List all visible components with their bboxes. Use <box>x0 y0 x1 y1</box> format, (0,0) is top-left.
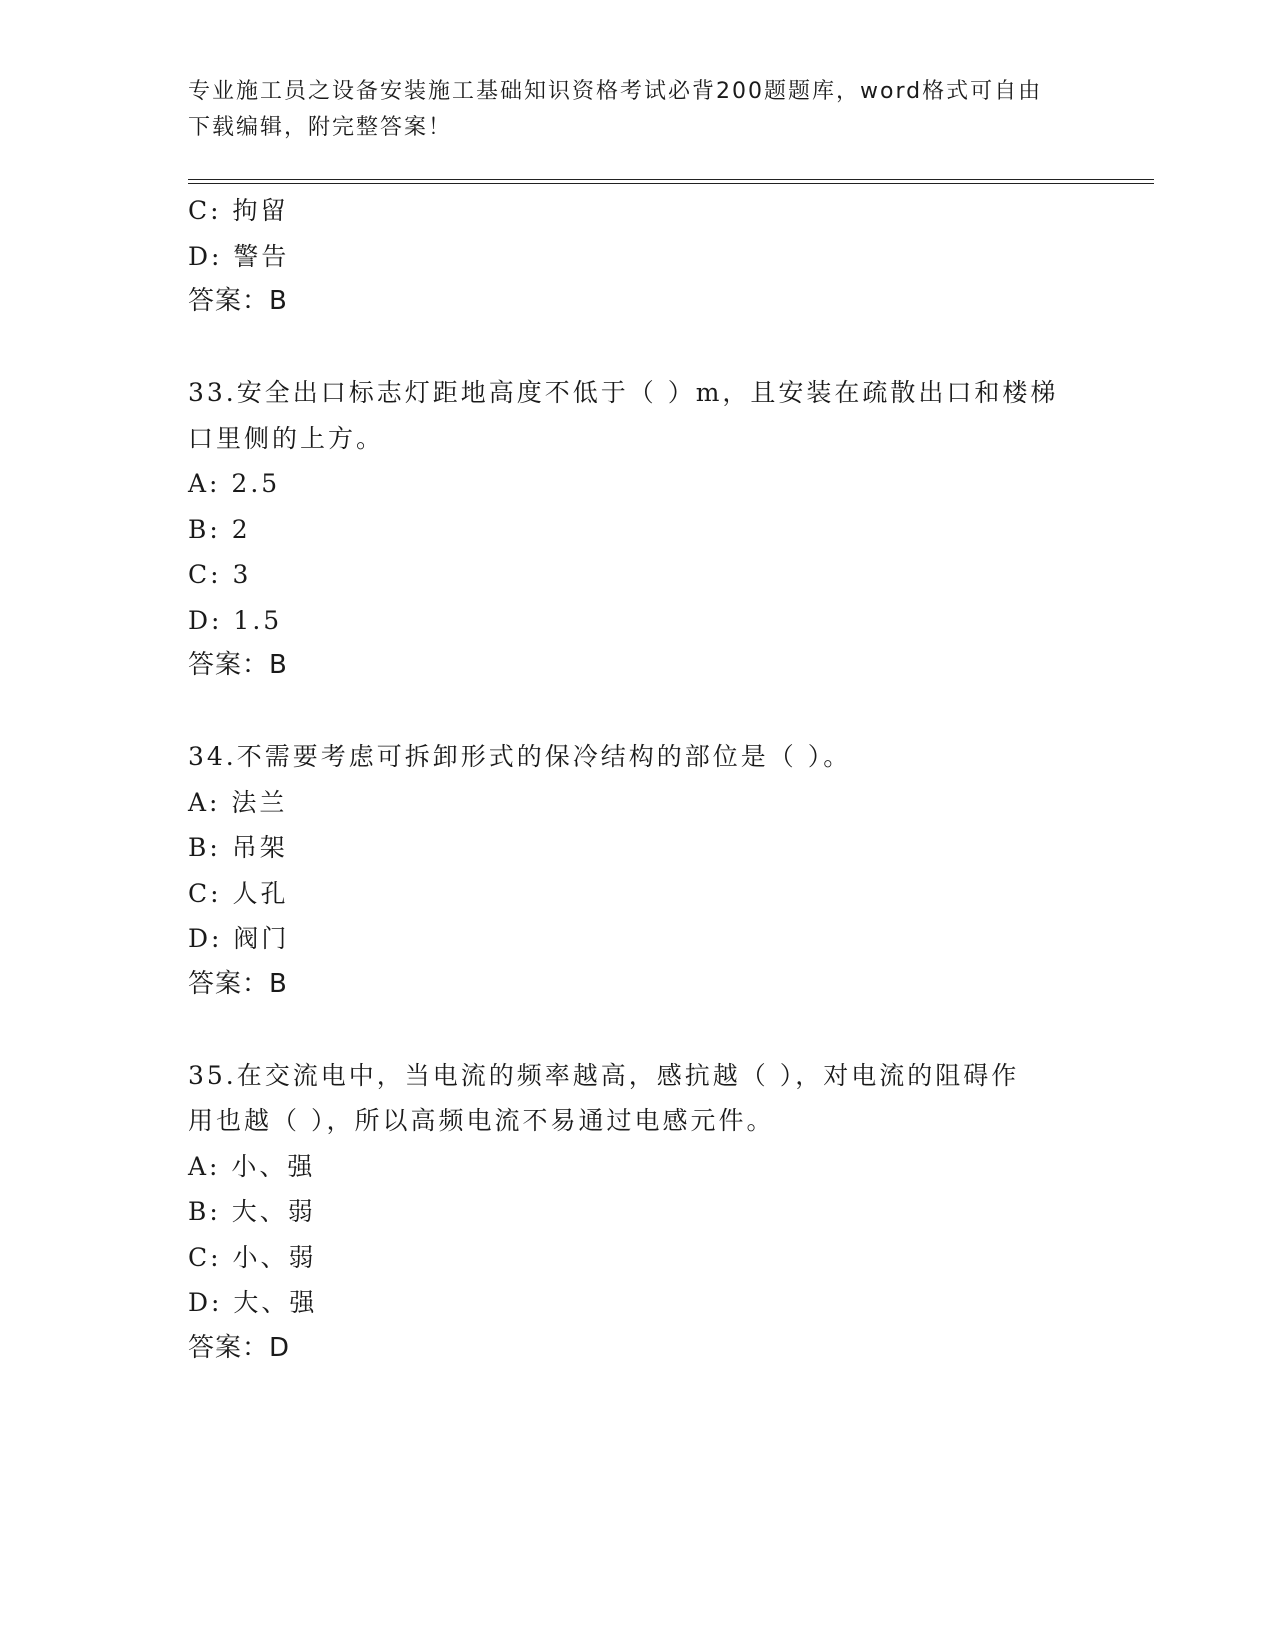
option-c: C: 拘留 <box>188 196 289 225</box>
option-b: B: 大、弱 <box>188 1197 316 1226</box>
option-a: A: 2.5 <box>188 469 281 498</box>
question-32-tail <box>188 188 1154 325</box>
option-a: A: 小、强 <box>188 1151 316 1181</box>
question-stem-line-1: 34.不需要考虑可拆卸形式的保冷结构的部位是（ ）。 <box>188 742 852 771</box>
option-d: D: 大、强 <box>188 1288 318 1317</box>
question-stem-line-2: 口里侧的上方。 <box>188 423 385 453</box>
answer-label: 答案：B <box>188 968 288 999</box>
question-35 <box>188 1053 1154 1372</box>
answer-label: 答案：B <box>188 650 288 680</box>
option-d: D: 警告 <box>188 241 290 271</box>
question-33 <box>188 370 1154 689</box>
header-line-1: 专业施工员之设备安装施工基础知识资格考试必背200题题库，word格式可自由 <box>188 79 1043 104</box>
option-c: C: 小、弱 <box>188 1242 317 1272</box>
header-line-2: 下载编辑，附完整答案！ <box>188 115 453 140</box>
header-double-rule <box>188 179 1154 184</box>
option-c: C: 3 <box>188 560 252 589</box>
page-header <box>188 74 1068 146</box>
option-d: D: 1.5 <box>188 605 283 635</box>
answer-label: 答案：D <box>188 1332 291 1363</box>
spacer <box>188 325 1154 371</box>
answer-label: 答案：B <box>188 286 288 316</box>
option-b: B: 2 <box>188 514 251 544</box>
question-stem-line-1: 35.在交流电中，当电流的频率越高，感抗越（ ），对电流的阻碍作 <box>188 1060 1020 1090</box>
document-body <box>188 188 1154 1371</box>
spacer <box>188 1007 1154 1053</box>
option-a: A: 法兰 <box>188 787 288 817</box>
option-c: C: 人孔 <box>188 878 289 908</box>
question-stem-line-1: 33.安全出口标志灯距地高度不低于（ ）m，且安装在疏散出口和楼梯 <box>188 378 1059 407</box>
option-b: B: 吊架 <box>188 833 288 862</box>
question-stem-line-2: 用也越（ ），所以高频电流不易通过电感元件。 <box>188 1106 775 1135</box>
spacer <box>188 689 1154 735</box>
option-d: D: 阀门 <box>188 924 290 953</box>
question-34 <box>188 734 1154 1007</box>
